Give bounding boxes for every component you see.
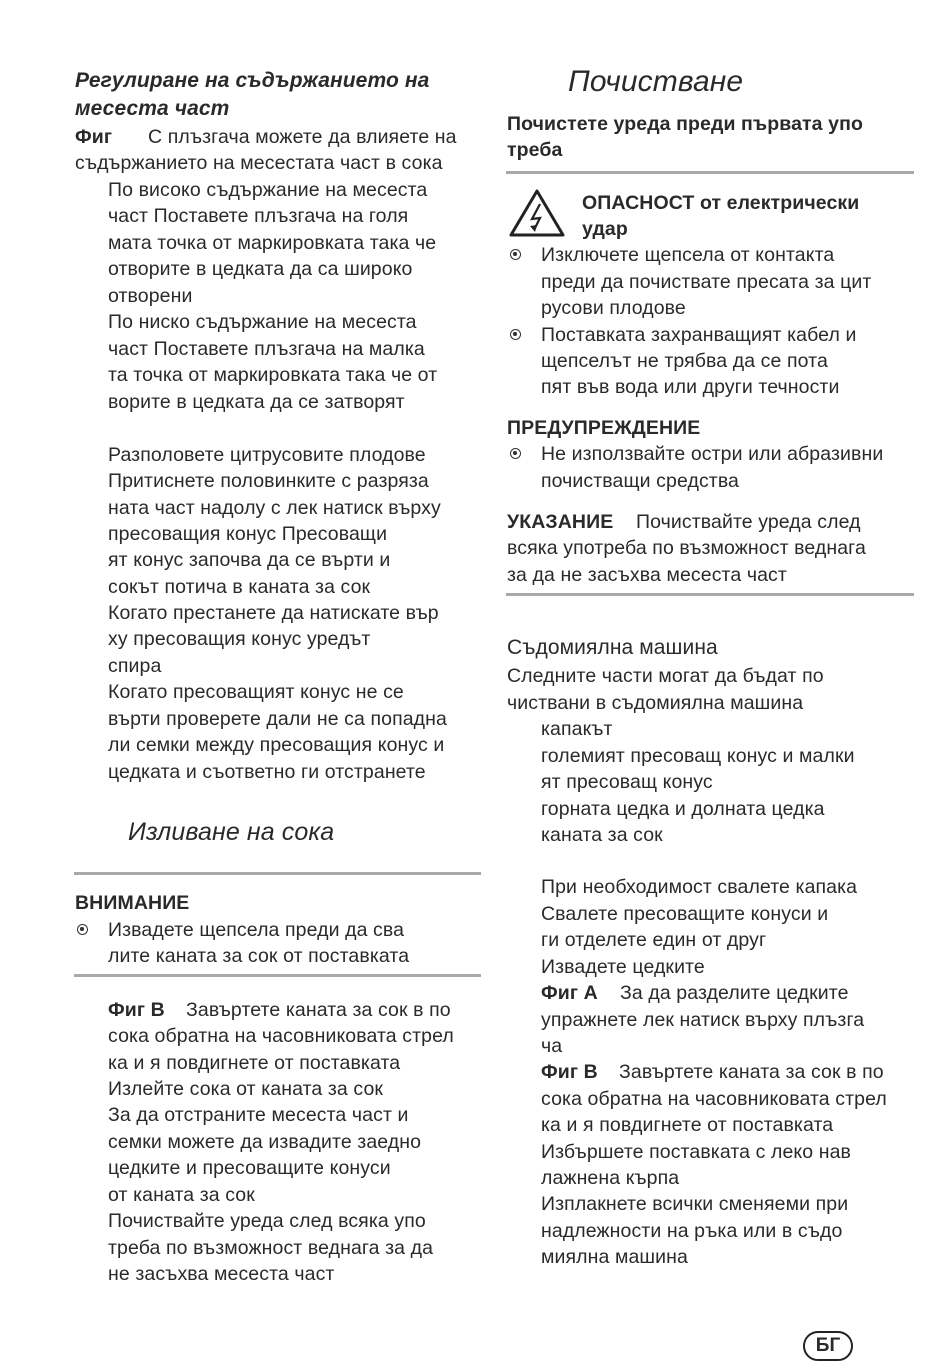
bullet-icon <box>510 448 521 459</box>
text-line: Почистете уреда преди първата упо <box>507 113 863 135</box>
text-line: ворите в цедката да се затворят <box>108 391 405 413</box>
text-line: Разполовете цитрусовите плодове <box>108 444 426 466</box>
text-line: лажнена кърпа <box>541 1167 680 1189</box>
text-line: За да разделите цедките <box>620 982 849 1004</box>
text-line: та точка от маркировката така че от <box>108 364 438 386</box>
list-item: капакът <box>541 718 613 740</box>
text-line: ната част надолу с лек натиск върху <box>108 497 441 519</box>
text-line: Когато престанете да натискате вър <box>108 602 439 624</box>
text-line: ят конус започва да се върти и <box>108 549 391 571</box>
fig-label: Фиг B <box>541 1061 598 1083</box>
text-line: пят във вода или други течности <box>541 376 840 398</box>
list-item: каната за сок <box>541 824 663 846</box>
text-line: Почиствайте уреда след всяка упо <box>108 1210 426 1232</box>
text-line: върти проверете дали не са попадна <box>108 708 447 730</box>
language-badge: БГ <box>803 1331 853 1361</box>
intro-line: съдържанието на месестата част в сока <box>75 152 443 174</box>
text-line: ка и я повдигнете от поставката <box>108 1052 401 1074</box>
fig-label: Фиг <box>75 126 113 148</box>
list-item: ят пресоващ конус <box>541 771 713 793</box>
list-item: големият пресоващ конус и малки <box>541 745 855 767</box>
text-line: Притиснете половинките с разряза <box>108 470 429 492</box>
text-line: Изплакнете всички сменяеми при <box>541 1193 849 1215</box>
text-line: всяка употреба по възможност веднага <box>507 537 866 559</box>
text-line: Завъртете каната за сок в по <box>619 1061 884 1083</box>
text-line: сокът потича в каната за сок <box>108 576 371 598</box>
text-line: пресоващия конус Пресоващи <box>108 523 388 545</box>
electric-shock-warning-icon <box>508 188 566 238</box>
text-line: надлежности на ръка или в съдо <box>541 1220 843 1242</box>
text-line: не засъхва месеста част <box>108 1263 335 1285</box>
text-line: спира <box>108 655 162 677</box>
text-line: цедките и пресоващите конуси <box>108 1157 391 1179</box>
text-line: за да не засъхва месеста част <box>507 564 787 586</box>
text-line: По ниско съдържание на месеста <box>108 311 417 333</box>
text-line: цедката и съответно ги отстранете <box>108 761 426 783</box>
text-line: Следните части могат да бъдат по <box>507 665 824 687</box>
danger-label: ОПАСНОСТ от електрически <box>582 192 860 214</box>
fig-label: Фиг A <box>541 982 598 1004</box>
caution-line: лите каната за сок от поставката <box>108 945 410 967</box>
text-line: мата точка от маркировката така че <box>108 232 437 254</box>
section-heading-pulp-l2: месеста част <box>75 97 230 120</box>
text-line: сока обратна на часовниковата стрел <box>108 1025 454 1047</box>
text-line: отворите в цедката да са широко <box>108 258 413 280</box>
text-line: ча <box>541 1035 563 1057</box>
text-line: Почиствайте уреда след <box>636 511 861 533</box>
text-line: почистващи средства <box>541 470 740 492</box>
fig-label: Фиг B <box>108 999 165 1021</box>
text-line: Извадете цедките <box>541 956 705 978</box>
text-line: упражнете лек натиск върху плъзга <box>541 1009 865 1031</box>
section-heading-cleaning: Почистване <box>568 65 744 98</box>
text-line: част Поставете плъзгача на малка <box>108 338 425 360</box>
section-heading-pour: Изливане на сока <box>128 818 335 846</box>
text-line: Изключете щепсела от контакта <box>541 244 835 266</box>
text-line: ли семки между пресоващия конус и <box>108 734 445 756</box>
text-line: преди да почиствате пресата за цит <box>541 271 872 293</box>
text-line: щепселът не трябва да се пота <box>541 350 828 372</box>
text-line: сока обратна на часовниковата стрел <box>541 1088 887 1110</box>
divider <box>74 974 481 977</box>
text-line: част Поставете плъзгача на голя <box>108 205 409 227</box>
text-line: Завъртете каната за сок в по <box>186 999 451 1021</box>
bullet-icon <box>510 249 521 260</box>
text-line: треба <box>507 139 563 161</box>
text-line: миялна машина <box>541 1246 688 1268</box>
text-line: Излейте сока от каната за сок <box>108 1078 384 1100</box>
text-line: ху пресоващия конус уредът <box>108 628 371 650</box>
note-label: УКАЗАНИЕ <box>507 511 614 533</box>
text-line: Свалете пресоващите конуси и <box>541 903 829 925</box>
bullet-icon <box>77 924 88 935</box>
caution-line: Извадете щепсела преди да сва <box>108 919 405 941</box>
text-line: семки можете да извадите заедно <box>108 1131 422 1153</box>
text-line: При необходимост свалете капака <box>541 876 858 898</box>
caution-label: ВНИМАНИЕ <box>75 892 190 914</box>
text-line: Не използвайте остри или абразивни <box>541 443 884 465</box>
text-line: Избършете поставката с леко нав <box>541 1141 852 1163</box>
text-line: ги отделете един от друг <box>541 929 767 951</box>
divider <box>506 171 914 174</box>
text-line: чиствани в съдомиялна машина <box>507 692 804 714</box>
bullet-icon <box>510 329 521 340</box>
text-line: отворени <box>108 285 193 307</box>
text-line: русови плодове <box>541 297 686 319</box>
text-line: от каната за сок <box>108 1184 255 1206</box>
text-line: За да отстраните месеста част и <box>108 1104 409 1126</box>
list-item: горната цедка и долната цедка <box>541 798 825 820</box>
section-heading-pulp-l1: Регулиране на съдържанието на <box>75 69 430 92</box>
text-line: По високо съдържание на месеста <box>108 179 428 201</box>
warning-label: ПРЕДУПРЕЖДЕНИЕ <box>507 417 701 439</box>
text-line: Когато пресоващият конус не се <box>108 681 404 703</box>
text-line: треба по възможност веднага за да <box>108 1237 434 1259</box>
section-heading-dishwasher: Съдомиялна машина <box>507 636 718 659</box>
text-line: ка и я повдигнете от поставката <box>541 1114 834 1136</box>
divider <box>74 872 481 875</box>
text-line: Поставката захранващият кабел и <box>541 324 857 346</box>
danger-label: удар <box>582 218 628 240</box>
divider <box>506 593 914 596</box>
intro-line: С плъзгача можете да влияете на <box>148 126 457 148</box>
